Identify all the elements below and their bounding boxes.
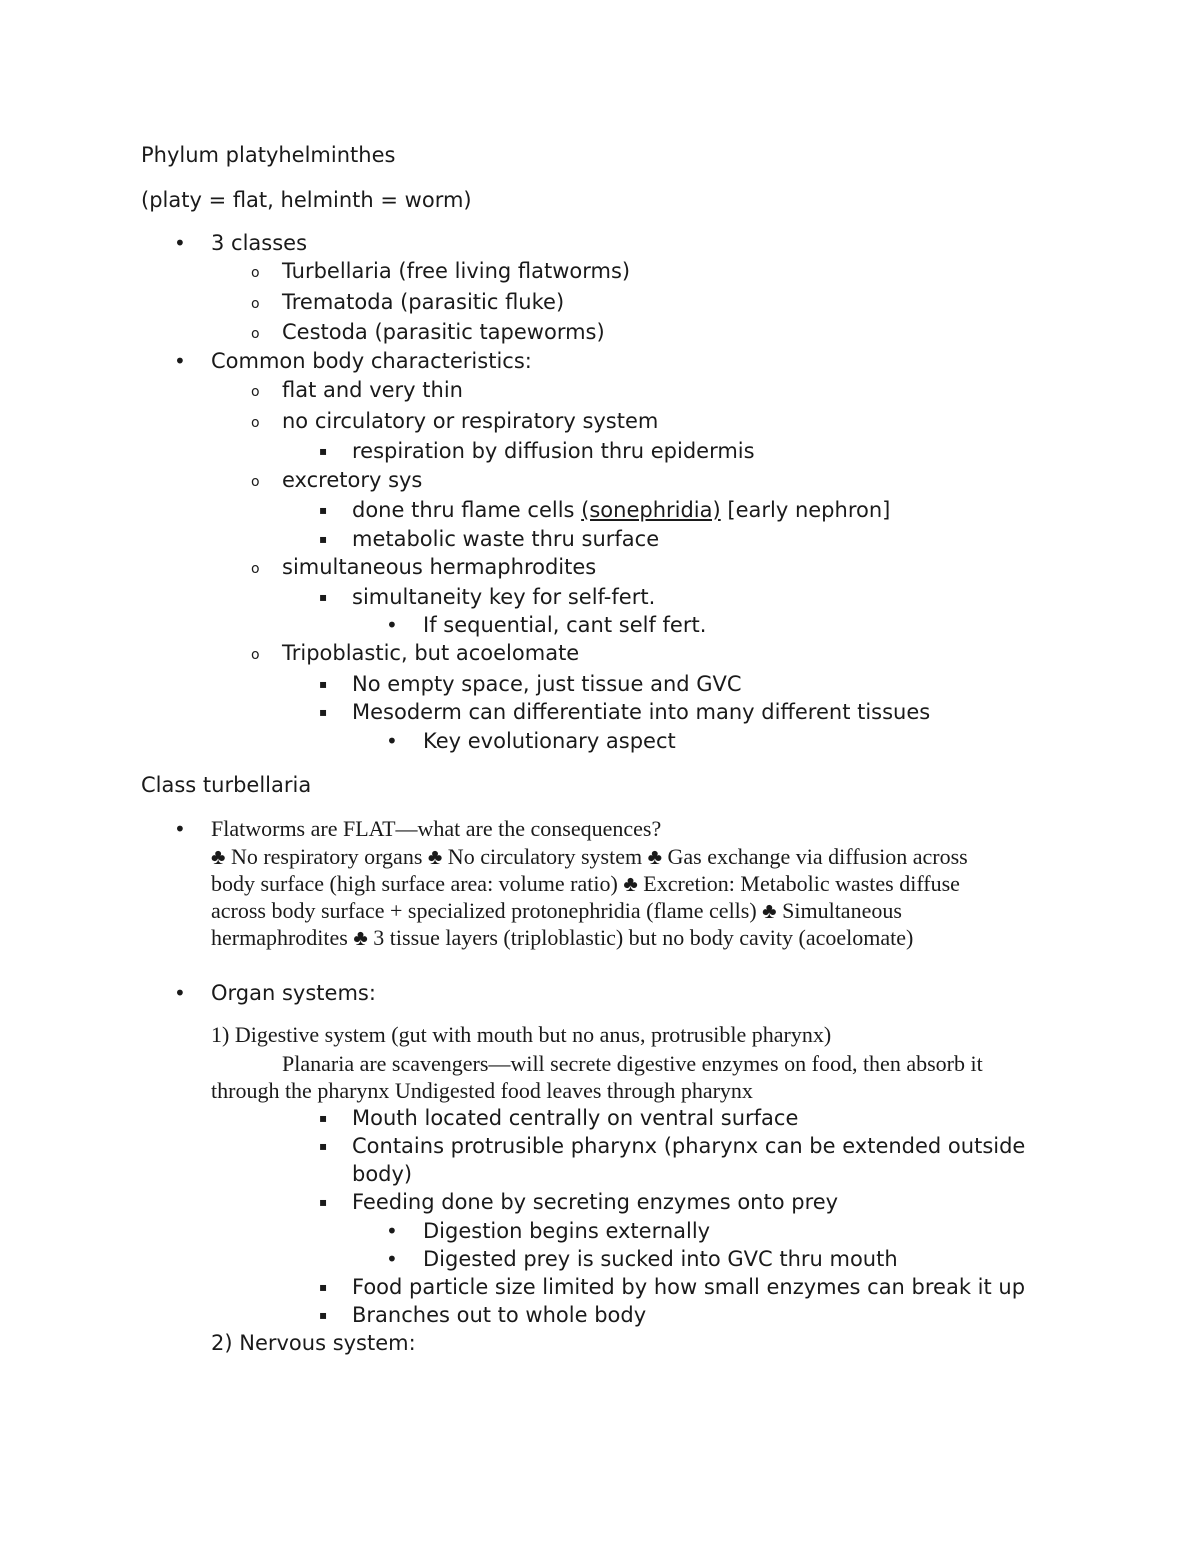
square-marker: ▪ <box>319 1111 328 1125</box>
list-item: excretory sys <box>282 468 423 492</box>
bullet-marker: • <box>174 349 186 373</box>
flame-cells-text: done thru flame cells <box>352 498 575 522</box>
list-item-continuation: body) <box>352 1162 413 1186</box>
list-item: Mesoderm can differentiate into many different tissues <box>352 700 931 724</box>
square-marker: ▪ <box>319 677 328 691</box>
paragraph-line: hermaphrodites ♣ 3 tissue layers (triploblastic) but no body cavity (acoelomate) <box>211 925 914 950</box>
circle-marker: o <box>251 415 260 431</box>
square-marker: ▪ <box>319 1139 328 1153</box>
list-item: Trematoda (parasitic fluke) <box>282 290 565 314</box>
list-item: If sequential, cant self fert. <box>423 613 707 637</box>
square-marker: ▪ <box>319 1195 328 1209</box>
list-item: metabolic waste thru surface <box>352 527 660 551</box>
square-marker: ▪ <box>319 705 328 719</box>
sonephridia-underlined: (sonephridia) <box>581 498 721 522</box>
square-marker: ▪ <box>319 532 328 546</box>
paragraph-line: across body surface + specialized protonephridia (flame cells) ♣ Simultaneous <box>211 898 902 923</box>
square-marker: ▪ <box>319 444 328 458</box>
bullet-marker: • <box>386 729 398 753</box>
list-item: Turbellaria (free living flatworms) <box>282 259 631 283</box>
title-etymology: (platy = flat, helminth = worm) <box>141 188 472 212</box>
list-item: 2) Nervous system: <box>211 1331 416 1355</box>
bullet-marker: • <box>174 817 186 841</box>
list-item: No empty space, just tissue and GVC <box>352 672 742 696</box>
list-item: flat and very thin <box>282 378 463 402</box>
list-item: respiration by diffusion thru epidermis <box>352 439 755 463</box>
list-item: Digested prey is sucked into GVC thru mouth <box>423 1247 898 1271</box>
paragraph-line: through the pharynx Undigested food leaves through pharynx <box>211 1078 753 1103</box>
list-item: no circulatory or respiratory system <box>282 409 659 433</box>
bullet-marker: • <box>386 1247 398 1271</box>
square-marker: ▪ <box>319 1308 328 1322</box>
bullet-marker: • <box>174 231 186 255</box>
square-marker: ▪ <box>319 1280 328 1294</box>
list-item: Cestoda (parasitic tapeworms) <box>282 320 605 344</box>
bullet-marker: • <box>386 1219 398 1243</box>
square-marker: ▪ <box>319 590 328 604</box>
list-item: Tripoblastic, but acoelomate <box>282 641 580 665</box>
list-item <box>352 496 890 524</box>
early-nephron-text: [early nephron] <box>727 498 891 522</box>
list-item: Feeding done by secreting enzymes onto prey <box>352 1190 839 1214</box>
section-heading: Class turbellaria <box>141 773 312 797</box>
paragraph-line: ♣ No respiratory organs ♣ No circulatory system ♣ Gas exchange via diffusion across <box>211 844 968 869</box>
list-item: Branches out to whole body <box>352 1303 647 1327</box>
circle-marker: o <box>251 384 260 400</box>
circle-marker: o <box>251 326 260 342</box>
paragraph-line: Flatworms are FLAT—what are the consequences? <box>211 816 662 841</box>
circle-marker: o <box>251 296 260 312</box>
paragraph-line: body surface (high surface area: volume ratio) ♣ Excretion: Metabolic wastes diffuse <box>211 871 960 896</box>
square-marker: ▪ <box>319 503 328 517</box>
list-item: Contains protrusible pharynx (pharynx can be extended outside <box>352 1134 1026 1158</box>
paragraph-line: 1) Digestive system (gut with mouth but no anus, protrusible pharynx) <box>211 1022 832 1047</box>
list-item: Key evolutionary aspect <box>423 729 676 753</box>
circle-marker: o <box>251 647 260 663</box>
list-item: Digestion begins externally <box>423 1219 711 1243</box>
bullet-marker: • <box>174 981 186 1005</box>
page-title: Phylum platyhelminthes <box>141 143 396 167</box>
list-item: Organ systems: <box>211 981 376 1005</box>
list-item: Common body characteristics: <box>211 349 532 373</box>
bullet-marker: • <box>386 613 398 637</box>
circle-marker: o <box>251 265 260 281</box>
list-item: 3 classes <box>211 231 308 255</box>
list-item: simultaneity key for self-fert. <box>352 585 656 609</box>
list-item: Food particle size limited by how small enzymes can break it up <box>352 1275 1026 1299</box>
paragraph-line: Planaria are scavengers—will secrete digestive enzymes on food, then absorb it <box>282 1051 983 1076</box>
list-item: simultaneous hermaphrodites <box>282 555 597 579</box>
circle-marker: o <box>251 561 260 577</box>
list-item: Mouth located centrally on ventral surface <box>352 1106 799 1130</box>
circle-marker: o <box>251 474 260 490</box>
